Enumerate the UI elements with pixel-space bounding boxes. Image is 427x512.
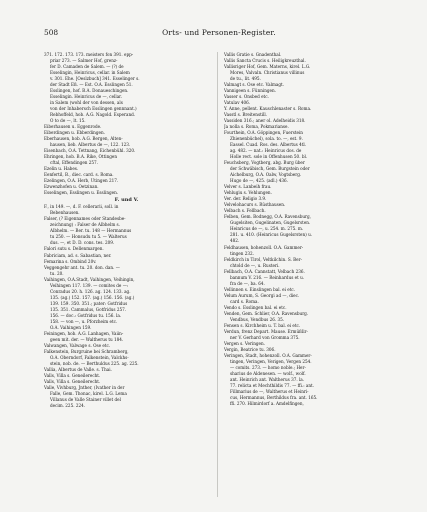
register-entry-line: Vellinnen s. Einslingen bal. ei etc.: [224, 286, 296, 292]
register-entry-line: in Salem (wohl der von dessen, als: [50, 100, 123, 106]
register-entry-line: Fourthein, O.A. Göppingen, Fuerstein: [224, 130, 303, 136]
register-entry-line: Vasser s. Onsbed etc.: [224, 94, 269, 100]
register-entry-line: Eberhausen, hob. A.G. Bergen, Alten-: [44, 136, 123, 142]
register-entry-line: fra de —, ba. 64.: [230, 280, 265, 286]
register-entry-line: sharius de Aldenesen. — wolf., wolf.: [230, 370, 306, 376]
register-entry-line: Eiberdingen u. Ebberdingen.: [44, 130, 105, 136]
register-entry-line: Verdun, frenz Depart. Mause. Ermüßlir-: [224, 328, 308, 334]
register-entry-line: Vallia, Albertus de Valle. s. Thai.: [44, 366, 112, 372]
register-entry-line: dus. —, et D. D. cons. tes. 209.: [50, 240, 115, 246]
register-entry-line: Feldkirch in Tirol, Veltkilchin. S. Ber-: [224, 256, 303, 262]
register-entry-line: stein, nob. de. — Berthuldus 225. ag. 225.: [50, 360, 139, 366]
register-entry-line: 135. (ag.) 152. 157. (ag.) 156. 156. (ag.): [50, 294, 135, 300]
register-entry-line: Fellbach, O.A. Cannstatt, Velbach 236.: [224, 268, 305, 274]
register-entry-line: Feldhausen, hohenzoll. O.A. Gammer-: [224, 244, 304, 250]
register-entry-line: Y. Anne, pellent. Kauschlenaster s. Roma.: [224, 106, 312, 112]
register-entry-line: Fillmarius de —, Waltherus et Heinri-: [230, 388, 309, 394]
register-entry-line: Eiberhausen u. Eggenrode.: [44, 124, 102, 130]
register-entry-line: F. und V.: [114, 197, 139, 204]
register-entry-line: Ja nolla s. Roma, Pokmarianse.: [224, 124, 289, 130]
register-entry-line: Eisenbach, O.A. Tettnang, Eichenbühl. 320.: [44, 148, 136, 154]
page-title: Orts- und Personen-Register.: [162, 28, 276, 37]
register-entry-line: Conradus 20. h. 126. ag. 124. 133. ag.: [50, 288, 131, 294]
register-entry-line: Velbach s. Fellbach.: [224, 208, 266, 214]
register-entry-line: Venden, Gem. Schlier, O.A. Ravensburg.: [224, 310, 309, 316]
register-entry-line: Valmagt s. Ose etc. Valmagt.: [224, 82, 284, 88]
register-entry-line: ag. 482. — nat.: Heinricus dos. de: [230, 148, 302, 154]
register-entry-line: Veihingen 117. 139. — comites de —:: [50, 282, 129, 288]
register-entry-line: der Schwäbisch, Gem. Burgstein oder: [230, 166, 310, 172]
register-entry-line: Fabriciam, ad. s. Sabastian, ner.: [44, 252, 112, 258]
register-entry-line: Mores, Valvaln. Christianus villinus: [230, 70, 305, 76]
register-entry-line: Vaihingen, O.A.Stadt, Vaihingen, Veihingin,: [44, 276, 135, 282]
register-entry-line: Fensen s. Kirchheim u. T. bal. ei etc.: [224, 322, 301, 328]
register-entry-line: Falori sutu s. Dellenmargen.: [44, 246, 104, 252]
register-entry-line: chtold de —, u. Rusteri.: [230, 262, 280, 268]
register-entry-line: Vendo s. Esslingen bal. ei etc.: [224, 304, 287, 310]
register-entry-line: v. 301. Ehe. [Oeslzbuch] 341. Esselinger s.: [50, 76, 140, 82]
register-entry-line: geen mit. der. — Waltherus tu 184.: [50, 336, 124, 342]
register-entry-line: 371. 172. 173. 173. meisters fon 391. epp-: [44, 52, 134, 57]
register-entry-line: Ver. der. Religio 3.9.: [224, 196, 267, 202]
register-entry-line: Vergin, Beatrice tu. 306.: [224, 346, 276, 352]
register-entry-line: 482.: [230, 238, 240, 244]
page-header: [44, 28, 394, 40]
register-entry-line: 156. — doc.: Gotfridus tu. 156. la.: [50, 312, 122, 318]
register-column-left: [44, 52, 209, 497]
register-entry-line: O.A. Oberndorf, Falkenstein, Valckhs-: [50, 354, 129, 360]
register-entry-line: Ezwenzhofen u. Oetzinan.: [44, 184, 99, 190]
register-entry-line: Femarina s. Ombind 20v.: [44, 258, 97, 264]
register-entry-line: Falle, Gem. Thonac, kirel. L.G. Lema: [50, 390, 127, 396]
register-entry-line: Holle rect. sole in Offenhusen 50. bl.: [230, 154, 308, 160]
register-entry-line: Falkenstein, Burgruine bei Schramberg,: [44, 348, 129, 354]
register-entry-line: Eenfertil, B., diec. card. s. Roma.: [44, 172, 114, 178]
register-entry-line: Vendbus, Vendbus 26. 35.: [230, 316, 285, 322]
register-entry-line: Esselingin. Heinricus de —, cellar.: [50, 94, 123, 100]
register-entry-line: — comits. 273. — homo noble.; Her-: [230, 364, 306, 370]
register-entry-line: Rebhoffeld, hob. A.G. Nagold. Esperand.: [50, 112, 136, 118]
register-entry-line: Vannigeen s. Fünningen.: [224, 88, 276, 94]
register-entry-line: F., in 149. —, d. F. cellerarii, soll. in: [44, 204, 119, 210]
register-entry-line: Esselingin, Heinricus, cellar. in Salem: [50, 70, 130, 76]
register-entry-line: Valls, Villa s. Geneilerecht.: [44, 372, 101, 378]
register-entry-line: Vallis Gratie s. Gnadenthal.: [224, 52, 282, 57]
register-entry-line: Esslingen, hof. B.A. Donaueschingen.: [50, 88, 129, 94]
register-entry-line: Velum Aurum, S. Georgi ad —, diec.: [224, 292, 300, 298]
register-entry-line: hausen, lieb. Albertus de —, 122. 123.: [50, 142, 131, 148]
register-entry-line: ffi. 270. Hilmirdorf a. Amdelfingen,: [230, 400, 304, 406]
register-entry-line: 158. — von —, u. Pforzheim etc.: [50, 318, 118, 324]
register-entry-line: fer D. Camaden de Salem. — (?) de: [50, 64, 124, 70]
register-entry-line: Gugelsiten, Gugelinaten, Gugelsrsten.: [230, 220, 311, 226]
register-entry-line: Vergen s. Veringen.: [224, 340, 265, 346]
register-entry-line: Vasstl s. Breitenstill.: [224, 112, 268, 118]
register-entry-line: Bebenhausen.: [50, 210, 80, 216]
register-entry-line: Feuchsberg, Vogtberg, abg. Burg über: [224, 160, 305, 166]
register-entry-line: ner V. Gerhard von Gromma 375.: [230, 334, 300, 340]
register-entry-line: Vallis Sancta Crucis s. Heiligkreuzthal.: [224, 58, 306, 64]
register-entry-line: 139. 159. 350. 351.; pater: Gotfridus: [50, 300, 128, 306]
register-entry-line: tu. 20.: [50, 270, 64, 276]
register-entry-line: cus, Hermannus, Berthildus fra. ant. 165.: [230, 394, 318, 400]
register-entry-line: Aichelburg, O.A. Oalw, Vogtsberg.: [230, 172, 302, 178]
register-entry-line: Falser, (? Eigennames oder Standesbe-: [44, 216, 126, 222]
register-entry-line: Valwangen, Valwage s. Ose etc.: [44, 342, 111, 348]
register-entry-line: Zhienenbüchel), sola. to. —, est. 9.: [230, 136, 303, 142]
register-entry-line: Esselingen, Esslingen u. Esslingen.: [44, 190, 119, 196]
register-entry-line: Vassiden 316.; aner ol. Adelheidis 318.: [224, 118, 306, 124]
register-entry-line: Ezelin u. Habes.: [44, 166, 79, 172]
register-entry-line: zeichnung) : Falser de Albhelm s.: [50, 222, 120, 228]
register-entry-line: von der Inhabersch Esslingen gennnant.): [50, 106, 137, 112]
register-entry-line: Valls, Villa s. Geneilerecht.: [44, 378, 101, 384]
register-entry-line: Felben, Gem. Bodnegg, O.A. Ravensburg,: [224, 214, 311, 220]
register-entry-line: 77. relicta et Mechthildis 77. — ffi.: ant.: [230, 382, 315, 388]
register-entry-line: de tu., lit. 495.: [230, 76, 261, 82]
register-entry-line: tingen 232.: [230, 250, 254, 256]
register-entry-line: Villanus de Valle Stainer villet del: [50, 396, 121, 402]
register-entry-line: Vehlugiu s. Vehlungen.: [224, 190, 272, 196]
register-entry-line: tingen, Veringen, Verigen, Vergen 254.: [230, 358, 312, 364]
register-entry-line: Velver s. Lanbeih frau.: [224, 184, 272, 190]
register-entry-line: decim. 225. 224.: [50, 402, 86, 408]
register-entry-line: Veringen, Stadt, hohenzoll. O.A. Gammer-: [224, 352, 312, 358]
register-entry-line: 135. 351. Cammalus, Gotfridus 257.: [50, 306, 127, 312]
register-entry-line: cftal, Effendingen 257.: [50, 160, 98, 166]
register-entry-line: 281. u. 410. (Heinricus Gugelsrsten) u.: [230, 232, 313, 238]
register-entry-line: Albhelm. — Ber. tu. 148 — Hermannus: [50, 228, 132, 234]
register-entry-line: Velvelohacurs s. Rüsthausen.: [224, 202, 286, 208]
register-entry-line: Ezelingen, O.A. Herb, Ütingen 217.: [44, 178, 119, 184]
register-entry-line: Valle, Vivhburg, Jnther, (Ivather in der: [44, 384, 125, 390]
register-entry-line: Feiningen, hob. A.G. Lanhagen, Vaiin-: [44, 330, 124, 336]
register-entry-line: O to de —, lt. 15.: [50, 118, 86, 124]
register-entry-line: Hugo de —, 425. (adl.) 436.: [230, 178, 288, 184]
register-entry-line: Veggengehr ant. tu. 20. don. dan. —: [44, 264, 120, 270]
page-number: 508: [44, 28, 59, 37]
register-entry-line: Ehringen, hob. B.A. Rike, Öttingen: [44, 154, 117, 160]
register-entry-line: Vallisriger Hof, Gem. Materns, kirel. L.G.: [224, 64, 311, 70]
register-entry-line: card s. Roma.: [230, 298, 259, 304]
register-entry-line: der Stadt Eß. — Est. O.A. Esslingen 51.: [50, 82, 133, 88]
register-entry-line: tu 250. — Honsudu tu 5. — Walterus: [50, 234, 127, 240]
register-column-right: [224, 52, 389, 497]
register-entry-line: ant. Heinrich ant. Waltherus 37. la.: [230, 376, 305, 382]
register-entry-line: Heinricus de —, u. 254. m. 275. m.: [230, 226, 304, 232]
register-entry-line: O.A. Vaihingen 159.: [50, 324, 92, 330]
column-divider: [217, 52, 218, 497]
register-entry-line: priar 273. — Salmer Hof, grenz-: [50, 58, 118, 64]
register-entry-line: Eassel. Cuad. Ros. des. Albertus 4tl.: [230, 142, 307, 148]
register-entry-line: bannum V. 216. — Reinhardus et u.: [230, 274, 305, 280]
register-entry-line: Vatulav 406.: [224, 100, 251, 106]
